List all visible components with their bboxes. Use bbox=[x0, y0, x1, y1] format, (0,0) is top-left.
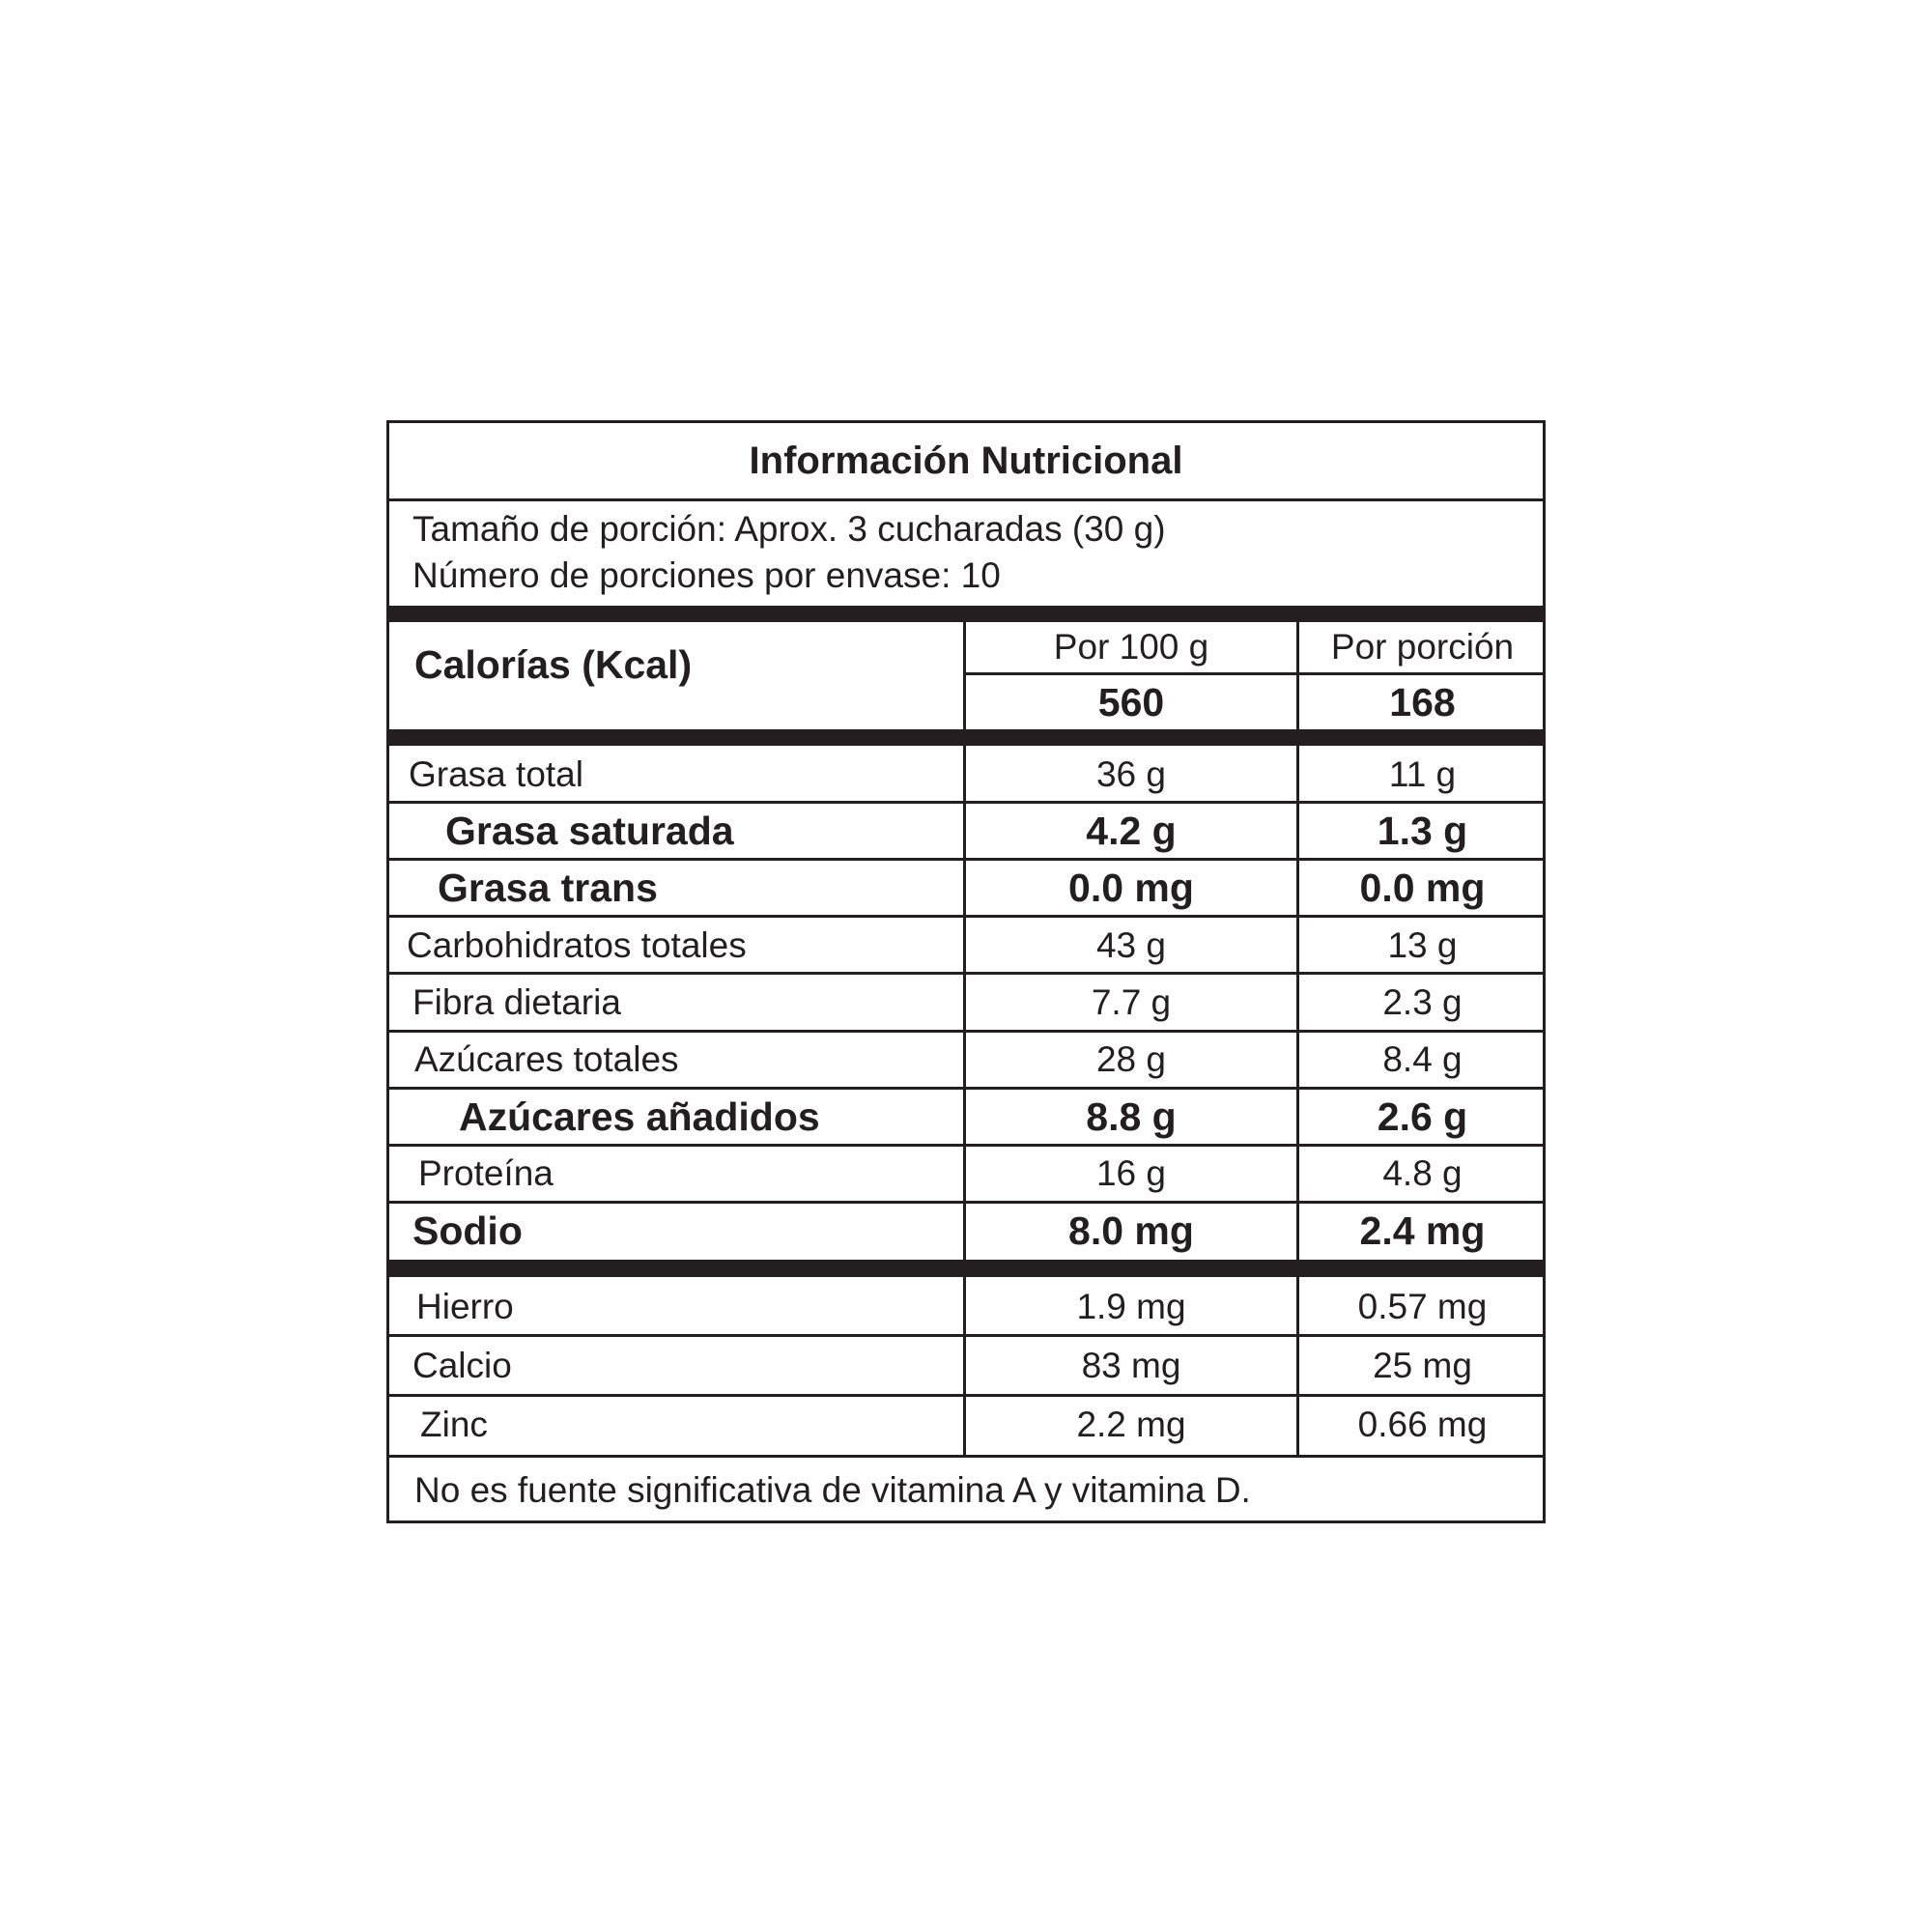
value-per-serving: 2.4 mg bbox=[1359, 1208, 1486, 1253]
column-header-per-serving: Por porción bbox=[1330, 627, 1515, 667]
value-per-100g: 28 g bbox=[1095, 1039, 1166, 1080]
column-divider bbox=[963, 622, 966, 729]
nutrient-name: Azúcares añadidos bbox=[459, 1094, 820, 1139]
nutrient-name: Calcio bbox=[412, 1345, 512, 1385]
label-title: Información Nutricional bbox=[389, 423, 1543, 501]
calories-per-serving: 168 bbox=[1389, 679, 1456, 724]
value-per-serving: 11 g bbox=[1388, 753, 1457, 794]
calories-label: Calorías (Kcal) bbox=[414, 641, 693, 687]
value-per-100g: 8.0 mg bbox=[1068, 1208, 1194, 1253]
value-per-100g: 36 g bbox=[1095, 753, 1166, 794]
serving-size: Tamaño de porción: Aprox. 3 cucharadas (30 g) bbox=[412, 509, 1166, 549]
value-per-serving: 1.3 g bbox=[1377, 809, 1468, 854]
thick-divider bbox=[389, 729, 1543, 746]
column-divider bbox=[1296, 746, 1299, 1260]
footnote: No es fuente significativa de vitamina A y vitamina D. bbox=[414, 1470, 1251, 1510]
value-per-100g: 0.0 mg bbox=[1068, 866, 1194, 911]
thick-divider bbox=[389, 1260, 1543, 1277]
nutrient-name: Carbohidratos totales bbox=[407, 924, 747, 965]
value-per-serving: 0.57 mg bbox=[1357, 1286, 1488, 1326]
nutrient-name: Hierro bbox=[416, 1286, 514, 1326]
value-per-100g: 4.2 g bbox=[1086, 809, 1177, 854]
value-per-serving: 0.0 mg bbox=[1359, 866, 1486, 911]
value-per-serving: 4.8 g bbox=[1382, 1153, 1463, 1194]
nutrient-name: Sodio bbox=[412, 1208, 523, 1253]
thick-divider bbox=[389, 606, 1543, 622]
column-divider bbox=[963, 746, 966, 1260]
column-divider bbox=[1296, 622, 1299, 729]
value-per-100g: 1.9 mg bbox=[1076, 1286, 1186, 1326]
nutrition-facts-label bbox=[386, 420, 1546, 1523]
value-per-100g: 2.2 mg bbox=[1076, 1405, 1186, 1445]
column-header-per-100g: Por 100 g bbox=[1053, 627, 1209, 667]
nutrient-name: Grasa saturada bbox=[445, 809, 734, 854]
value-per-serving: 13 g bbox=[1387, 924, 1458, 965]
nutrient-name: Azúcares totales bbox=[414, 1039, 679, 1080]
value-per-serving: 8.4 g bbox=[1382, 1039, 1463, 1080]
nutrient-name: Zinc bbox=[420, 1405, 488, 1445]
serving-info bbox=[389, 498, 1543, 604]
column-divider bbox=[1296, 1277, 1299, 1455]
value-per-100g: 16 g bbox=[1095, 1153, 1166, 1194]
column-divider bbox=[963, 1277, 966, 1455]
nutrient-name: Grasa total bbox=[409, 753, 583, 794]
nutrient-name: Fibra dietaria bbox=[412, 981, 621, 1022]
value-per-serving: 25 mg bbox=[1373, 1345, 1472, 1385]
value-per-serving: 2.6 g bbox=[1377, 1094, 1468, 1139]
value-per-100g: 43 g bbox=[1095, 924, 1166, 965]
value-per-100g: 7.7 g bbox=[1091, 981, 1172, 1022]
calories-per-100g: 560 bbox=[1097, 679, 1165, 724]
nutrient-name: Proteína bbox=[418, 1153, 554, 1194]
value-per-100g: 8.8 g bbox=[1086, 1094, 1177, 1139]
value-per-serving: 0.66 mg bbox=[1357, 1405, 1488, 1445]
servings-per-container: Número de porciones por envase: 10 bbox=[412, 555, 1001, 595]
value-per-100g: 83 mg bbox=[1081, 1345, 1181, 1385]
value-per-serving: 2.3 g bbox=[1382, 981, 1463, 1022]
nutrient-name: Grasa trans bbox=[438, 866, 658, 911]
